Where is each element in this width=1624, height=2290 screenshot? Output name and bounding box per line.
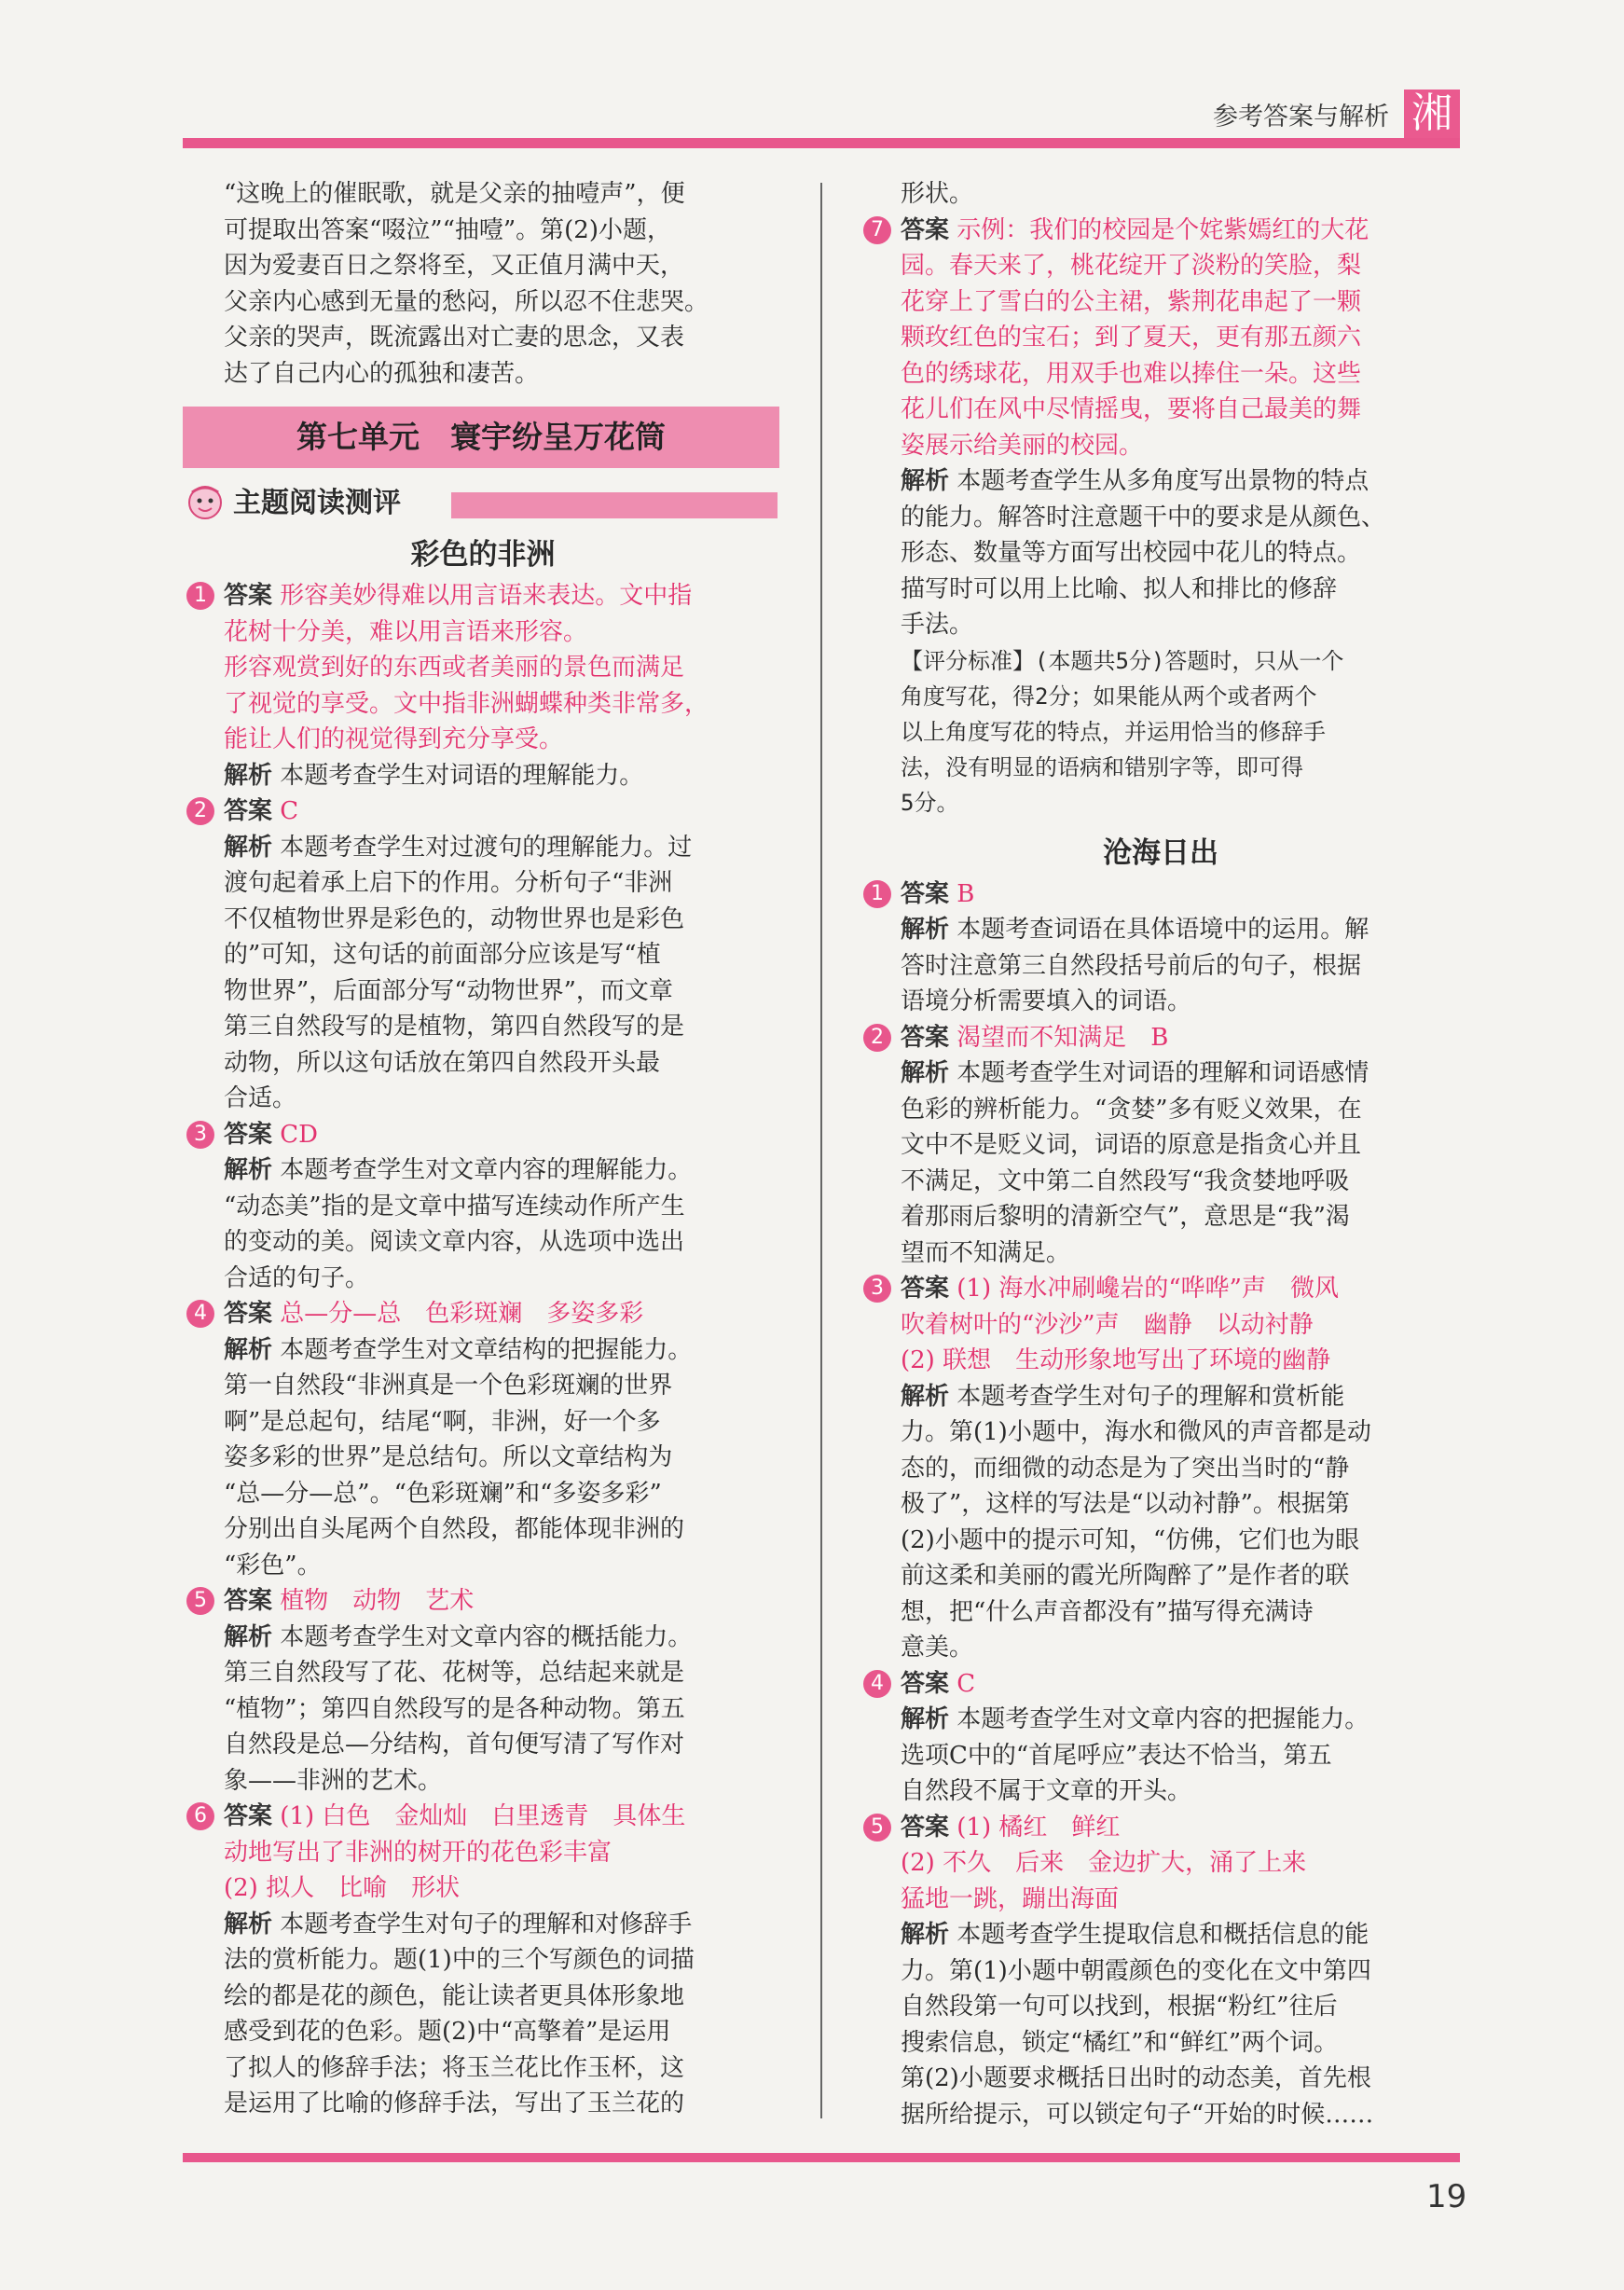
analysis-label: 解析 [224, 1156, 273, 1184]
analysis-label: 解析 [901, 1382, 950, 1411]
analysis-text: 搜索信息，锁定“橘红”和“鲜红”两个词。 [901, 2028, 1339, 2057]
answer-text: (2) 拟人 比喻 形状 [224, 1874, 461, 1902]
header-rule [183, 138, 1460, 148]
analysis-label: 解析 [901, 1921, 950, 1949]
analysis-text: 渡句起着承上启下的作用。分析句子“非洲 [224, 869, 673, 897]
answer-label: 答案 [224, 1300, 273, 1328]
analysis-text: 色彩的辨析能力。“贪婪”多有贬义效果，在 [901, 1095, 1362, 1124]
answer-label: 答案 [224, 582, 273, 610]
answer-label: 答案 [224, 797, 273, 825]
analysis-text: 绘的都是花的颜色，能让读者更具体形象地 [224, 1981, 685, 2010]
answer-label: 答案 [224, 1587, 273, 1615]
answer-text: 猛地一跳，蹦出海面 [901, 1884, 1120, 1913]
analysis-label: 解析 [224, 1910, 273, 1938]
answer-text: 植物 动物 艺术 [280, 1587, 475, 1615]
answer-text: 动地写出了非洲的树开的花色彩丰富 [224, 1838, 612, 1867]
question-number: 5 [863, 1814, 891, 1842]
answer-text: (1) 白色 金灿灿 白里透青 具体生 [280, 1802, 686, 1830]
analysis-text: 分别出自头尾两个自然段，都能体现非洲的 [224, 1515, 685, 1543]
answer-text: 色的绣球花，用双手也难以捧住一朵。这些 [901, 359, 1362, 388]
analysis-label: 解析 [224, 833, 273, 862]
analysis-text: 着那雨后黎明的清新空气”，意思是“我”渴 [901, 1203, 1350, 1231]
question-2 [186, 793, 779, 1117]
answer-label: 答案 [224, 1120, 273, 1149]
analysis-text: 第三自然段写了花、花树等，总结起来就是 [224, 1659, 685, 1687]
question-number: 4 [863, 1670, 891, 1698]
analysis-text: 不满足，文中第二自然段写“我贪婪地呼吸 [901, 1166, 1350, 1195]
analysis-text: “动态美”指的是文章中描写连续动作所产生 [224, 1192, 685, 1221]
answer-text: 园。春天来了，桃花绽开了淡粉的笑脸，梨 [901, 252, 1362, 280]
answer-text: C [280, 797, 299, 825]
article-title: 沧海日出 [1103, 835, 1218, 870]
header-badge: 湘 [1404, 90, 1460, 138]
answer-text: (2) 不久 后来 金边扩大，涌了上来 [901, 1849, 1307, 1877]
analysis-text: 意美。 [901, 1634, 974, 1662]
analysis-label: 解析 [901, 467, 950, 495]
analysis-text: “彩色”。 [224, 1551, 322, 1580]
analysis-text: 极了”，这样的写法是“以动衬静”。根据第 [901, 1490, 1350, 1518]
answer-label: 答案 [901, 215, 950, 244]
scoring-standard: 角度写花，得2分；如果能从两个或者两个 [901, 683, 1317, 710]
article-title: 彩色的非洲 [410, 538, 556, 572]
question-4 [863, 1666, 1458, 1810]
analysis-text: 本题考查学生对词语的理解和词语感情 [957, 1059, 1369, 1087]
question-number: 2 [863, 1024, 891, 1052]
analysis-text: 动物，所以这句话放在第四自然段开头最 [224, 1048, 661, 1077]
question-number: 3 [863, 1275, 891, 1303]
question-5 [863, 1810, 1458, 2133]
question-4 [186, 1296, 779, 1583]
answer-text: C [957, 1669, 976, 1698]
unit-banner: 第七单元 寰宇纷呈万花筒 [183, 407, 779, 468]
analysis-text: 选项C中的“首尾呼应”表达不恰当，第五 [901, 1741, 1332, 1770]
question-2 [863, 1020, 1458, 1272]
analysis-text: 答时注意第三自然段括号前后的句子，根据 [901, 951, 1362, 980]
answer-label: 答案 [901, 1813, 950, 1842]
analysis-text: “总—分—总”。“色彩斑斓”和“多姿多彩” [224, 1479, 662, 1508]
analysis-text: 望而不知满足。 [901, 1238, 1071, 1267]
question-1 [186, 578, 779, 793]
analysis-text: 象——非洲的艺术。 [224, 1766, 443, 1795]
analysis-text: 的”可知，这句话的前面部分应该是写“植 [224, 941, 661, 969]
text-line: “这晚上的催眠歌，就是父亲的抽噎声”，便 [224, 180, 685, 208]
question-7 [863, 213, 1458, 821]
analysis-text: 合适。 [224, 1084, 297, 1112]
scoring-standard: 5分。 [901, 789, 959, 816]
analysis-text: 本题考查学生对句子的理解和赏析能 [957, 1382, 1345, 1411]
question-6 [186, 1799, 779, 2122]
question-number: 7 [863, 216, 891, 244]
answer-text: 示例：我们的校园是个姹紫嫣红的大花 [957, 215, 1369, 244]
page-number: 19 [1426, 2178, 1467, 2215]
answer-label: 答案 [901, 1023, 950, 1052]
analysis-text: 态的，而细微的动态是为了突出当时的“静 [901, 1454, 1350, 1483]
section-title-bar [451, 492, 778, 518]
analysis-text: 啊”是总起句，结尾“啊，非洲，好一个多 [224, 1407, 661, 1436]
analysis-text: 本题考查学生从多角度写出景物的特点 [957, 467, 1369, 495]
analysis-label: 解析 [224, 1622, 273, 1651]
answer-text: (1) 海水冲刷巉岩的“哗哗”声 微风 [957, 1275, 1339, 1303]
question-number: 6 [186, 1802, 214, 1830]
answer-text: 形容观赏到好的东西或者美丽的景色而满足 [224, 654, 685, 682]
analysis-text: 第三自然段写的是植物，第四自然段写的是 [224, 1013, 685, 1041]
answer-label: 答案 [901, 879, 950, 908]
question-1 [863, 876, 1458, 1020]
header-title: 参考答案与解析 [1213, 103, 1389, 131]
analysis-text: 前这柔和美丽的霞光所陶醉了”是作者的联 [901, 1562, 1350, 1590]
answer-text: 渴望而不知满足 B [957, 1023, 1169, 1052]
text-line: 父亲的哭声，既流露出对亡妻的思念，又表 [224, 324, 685, 352]
analysis-text: (2)小题中的提示可知，“仿佛，它们也为眼 [901, 1525, 1360, 1554]
scoring-standard: 【评分标准】(本题共5分)答题时，只从一个 [901, 647, 1344, 674]
analysis-text: 是运用了比喻的修辞手法，写出了玉兰花的 [224, 2090, 685, 2118]
column-divider [820, 183, 822, 2118]
answer-text: 颗玫红色的宝石；到了夏天，更有那五颜六 [901, 324, 1362, 352]
text-line: 可提取出答案“啜泣”“抽噎”。第(2)小题， [224, 215, 671, 244]
question-number: 4 [186, 1300, 214, 1328]
analysis-text: 第(2)小题要求概括日出时的动态美，首先根 [901, 2064, 1371, 2092]
right-column [863, 176, 1458, 2132]
answer-text: 了视觉的享受。文中指非洲蝴蝶种类非常多， [224, 689, 709, 718]
analysis-text: 本题考查学生对句子的理解和对修辞手 [280, 1910, 693, 1938]
analysis-text: 本题考查词语在具体语境中的运用。解 [957, 916, 1369, 944]
question-5 [186, 1583, 779, 1799]
analysis-text: 形态、数量等方面写出校园中花儿的特点。 [901, 539, 1362, 567]
analysis-text: 姿多彩的世界”是总结句。所以文章结构为 [224, 1443, 673, 1471]
answer-text: CD [280, 1120, 319, 1149]
answer-text: 姿展示给美丽的校园。 [901, 431, 1144, 460]
answer-text: 花树十分美，难以用言语来形容。 [224, 617, 588, 646]
analysis-label: 解析 [901, 1059, 950, 1087]
analysis-text: 本题考查学生对文章内容的把握能力。 [957, 1705, 1369, 1733]
answer-label: 答案 [901, 1669, 950, 1698]
answer-text: (1) 橘红 鲜红 [957, 1813, 1121, 1842]
analysis-text: “植物”；第四自然段写的是各种动物。第五 [224, 1694, 685, 1723]
answer-text: B [957, 879, 975, 908]
scoring-standard: 以上角度写花的特点，并运用恰当的修辞手 [901, 718, 1326, 745]
answer-text: 能让人们的视觉得到充分享受。 [224, 725, 564, 753]
answer-text: (2) 联想 生动形象地写出了环境的幽静 [901, 1346, 1331, 1374]
text-line: 父亲内心感到无量的愁闷，所以忍不住悲哭。 [224, 287, 709, 316]
answer-label: 答案 [901, 1275, 950, 1303]
analysis-text: 的能力。解答时注意题干中的要求是从颜色、 [901, 503, 1386, 531]
analysis-text: 手法。 [901, 611, 974, 639]
analysis-text: 本题考查学生对文章内容的概括能力。 [280, 1622, 693, 1651]
analysis-text: 的变动的美。阅读文章内容，从选项中选出 [224, 1228, 685, 1256]
analysis-label: 解析 [224, 1335, 273, 1364]
analysis-text: 自然段不属于文章的开头。 [901, 1777, 1192, 1805]
analysis-text: 本题考查学生提取信息和概括信息的能 [957, 1921, 1369, 1949]
answer-text: 花儿们在风中尽情摇曳，要将自己最美的舞 [901, 395, 1362, 423]
analysis-text: 本题考查学生对过渡句的理解能力。过 [280, 833, 693, 862]
analysis-text: 法的赏析能力。题(1)中的三个写颜色的词描 [224, 1946, 695, 1974]
analysis-label: 解析 [901, 1705, 950, 1733]
analysis-text: 第一自然段“非洲真是一个色彩斑斓的世界 [224, 1372, 673, 1400]
analysis-text: 不仅植物世界是彩色的，动物世界也是彩色 [224, 904, 685, 933]
answer-text: 形容美妙得难以用言语来表达。文中指 [280, 582, 693, 610]
scoring-standard: 法，没有明显的语病和错别字等，即可得 [901, 753, 1303, 780]
analysis-text: 物世界”，后面部分写“动物世界”，而文章 [224, 976, 673, 1005]
text-line: 形状。 [901, 180, 974, 208]
question-3 [863, 1271, 1458, 1666]
analysis-text: 本题考查学生对词语的理解能力。 [280, 761, 644, 790]
analysis-text: 描写时可以用上比喻、拟人和排比的修辞 [901, 574, 1338, 603]
answer-label: 答案 [224, 1802, 273, 1830]
analysis-label: 解析 [901, 916, 950, 944]
analysis-text: 文中不是贬义词，词语的原意是指贪心并且 [901, 1131, 1362, 1159]
section-title: 主题阅读测评 [233, 487, 401, 519]
analysis-text: 据所给提示，可以锁定句子“开始的时候…… [901, 2100, 1374, 2129]
answer-text: 花穿上了雪白的公主裙，紫荆花串起了一颗 [901, 287, 1362, 316]
analysis-text: 本题考查学生对文章内容的理解能力。 [280, 1156, 693, 1184]
footer-rule [183, 2153, 1460, 2162]
analysis-text: 本题考查学生对文章结构的把握能力。 [280, 1335, 693, 1364]
intro-paragraph [186, 176, 779, 392]
analysis-text: 力。第(1)小题中，海水和微风的声音都是动 [901, 1418, 1371, 1446]
analysis-text: 自然段是总—分结构，首句便写清了写作对 [224, 1731, 685, 1759]
analysis-text: 语境分析需要填入的词语。 [901, 987, 1192, 1015]
analysis-text: 力。第(1)小题中朝霞颜色的变化在文中第四 [901, 1956, 1371, 1985]
text-line: 达了自己内心的孤独和凄苦。 [224, 359, 540, 388]
analysis-text: 合适的句子。 [224, 1263, 370, 1292]
question-number: 3 [186, 1121, 214, 1149]
text-line: 因为爱妻百日之祭将至，又正值月满中天， [224, 252, 685, 280]
question-number: 2 [186, 797, 214, 825]
question-number: 1 [186, 582, 214, 610]
answer-text: 总—分—总 色彩斑斓 多姿多彩 [280, 1300, 644, 1328]
section-header [186, 479, 779, 528]
answer-text: 吹着树叶的“沙沙”声 幽静 以动衬静 [901, 1310, 1314, 1339]
mascot-icon [186, 483, 224, 520]
question-3 [186, 1117, 779, 1297]
analysis-text: 想，把“什么声音都没有”描写得充满诗 [901, 1597, 1314, 1626]
analysis-label: 解析 [224, 761, 273, 790]
question-number: 5 [186, 1587, 214, 1615]
analysis-text: 自然段第一句可以找到，根据“粉红”往后 [901, 1993, 1338, 2021]
analysis-text: 了拟人的修辞手法；将玉兰花比作玉杯，这 [224, 2053, 685, 2082]
left-column [186, 176, 779, 2122]
analysis-text: 感受到花的色彩。题(2)中“高擎着”是运用 [224, 2018, 671, 2046]
question-number: 1 [863, 880, 891, 908]
